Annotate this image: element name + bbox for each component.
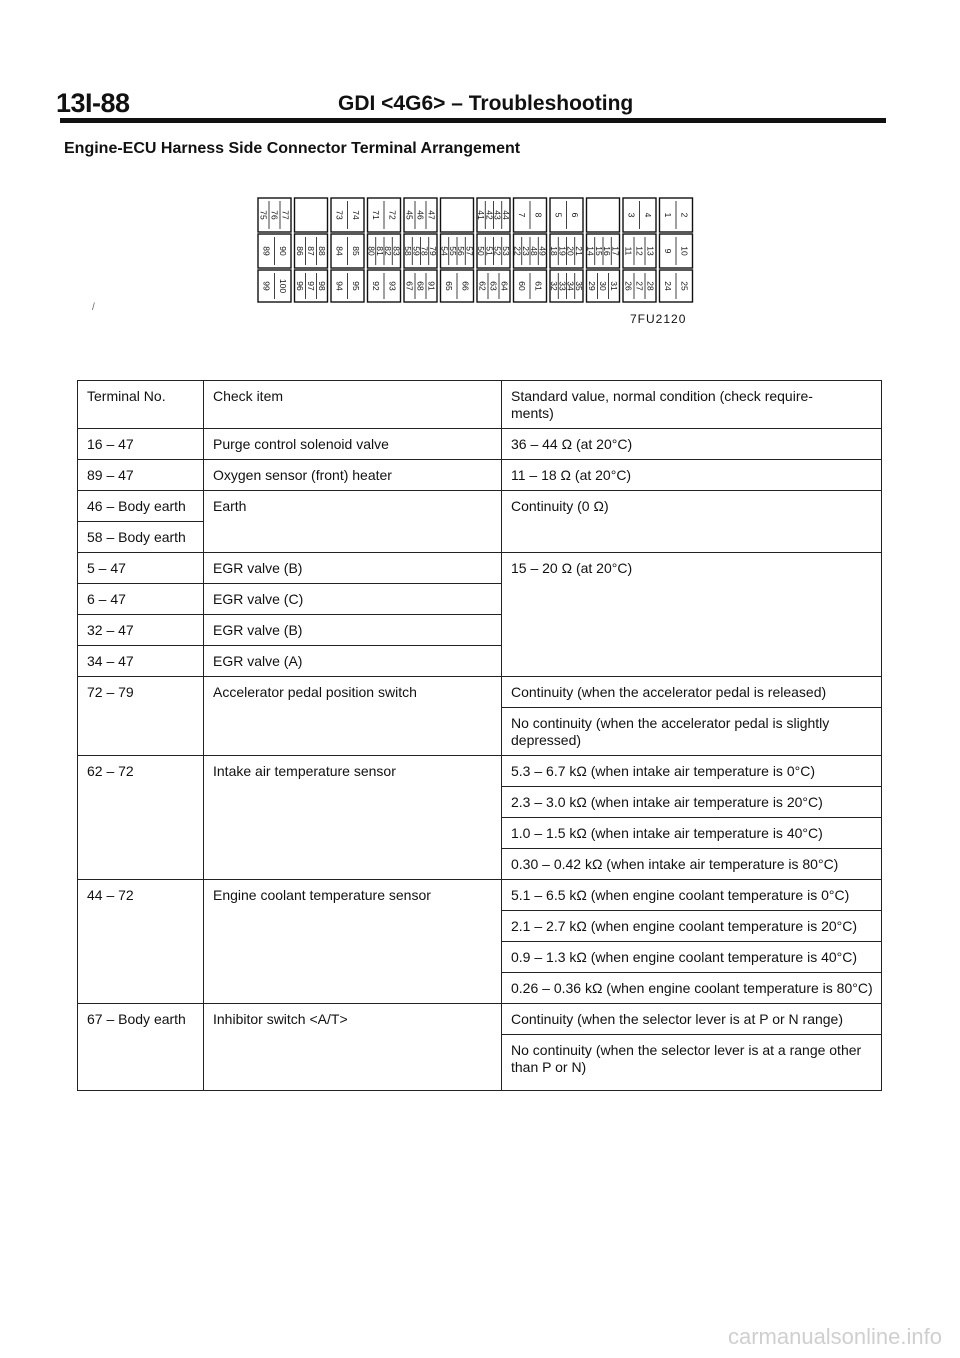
pin-label: 96 [295, 281, 305, 291]
standard-cell: No continuity (when the selector lever is at a range other than P or N) [502, 1035, 882, 1091]
pin-label: 62 [477, 281, 488, 291]
pin-label: 65 [443, 281, 454, 291]
pin-label: 54 [439, 246, 450, 256]
connector-cell [441, 198, 474, 232]
pin-label: 3 [626, 212, 637, 218]
header-standard-value: Standard value, normal condition (check require- ments) [502, 381, 882, 429]
pin-label: 92 [370, 281, 381, 291]
pin-label: 26 [623, 281, 634, 291]
pin-label: 41 [476, 210, 487, 220]
table-row [78, 491, 882, 522]
header-check-item: Check item [204, 381, 502, 429]
check-item-cell: Intake air temperature sensor [204, 756, 502, 880]
pin-label: 90 [277, 246, 288, 256]
pin-label: 4 [642, 212, 653, 218]
check-item-cell: Engine coolant temperature sensor [204, 880, 502, 1004]
pin-label: 28 [645, 281, 656, 291]
pin-label: 47 [426, 210, 437, 220]
table-row [78, 553, 882, 584]
pin-label: 58 [403, 246, 414, 256]
pin-label: 29 [587, 281, 597, 291]
pin-label: 86 [295, 246, 305, 256]
pin-label: 16 [602, 246, 613, 256]
pin-label: 59 [411, 246, 422, 256]
pin-label: 52 [492, 246, 503, 256]
pin-label: 85 [350, 246, 361, 256]
pin-label: 91 [426, 281, 437, 291]
pin-label: 27 [634, 281, 645, 291]
table-row [78, 880, 882, 911]
check-item-cell: EGR valve (A) [204, 646, 502, 677]
pin-label: 11 [623, 246, 634, 256]
header-rule [60, 118, 886, 123]
pin-label: 45 [404, 210, 415, 220]
pin-label: 51 [484, 246, 495, 256]
pin-label: 53 [500, 246, 511, 256]
pin-label: 75 [258, 210, 269, 220]
pin-label: 18 [549, 246, 560, 256]
terminal-cell: 16 – 47 [78, 429, 204, 460]
terminal-cell: 67 – Body earth [78, 1004, 204, 1091]
standard-cell: Continuity (when the accelerator pedal is released) [502, 677, 882, 708]
pin-label: 100 [277, 278, 288, 294]
pin-label: 67 [404, 281, 415, 291]
pin-label: 80 [366, 246, 377, 256]
pin-label: 83 [391, 246, 402, 256]
connector-cell [587, 198, 620, 232]
standard-cell: 15 – 20 Ω (at 20°C) [502, 553, 882, 677]
pin-label: 77 [280, 210, 291, 220]
table-header-row [78, 381, 882, 429]
pin-label: 33 [557, 281, 568, 291]
pin-label: 73 [334, 210, 345, 220]
pin-label: 48 [529, 246, 540, 256]
pin-label: 88 [317, 246, 327, 256]
terminal-cell: 46 – Body earth [78, 491, 204, 522]
pin-label: 79 [427, 246, 438, 256]
pin-label: 97 [306, 281, 316, 291]
pin-label: 25 [679, 281, 690, 291]
check-item-cell: Earth [204, 491, 502, 553]
check-table [77, 380, 882, 1091]
pin-label: 87 [306, 246, 316, 256]
pin-label: 74 [350, 210, 361, 220]
pin-label: 30 [598, 281, 608, 291]
terminal-cell: 72 – 79 [78, 677, 204, 756]
check-item-cell: EGR valve (C) [204, 584, 502, 615]
check-item-cell: Oxygen sensor (front) heater [204, 460, 502, 491]
diagram-code: 7FU2120 [630, 312, 687, 326]
table-row [78, 756, 882, 787]
terminal-cell: 5 – 47 [78, 553, 204, 584]
pin-label: 12 [634, 246, 645, 256]
connector-diagram [256, 196, 696, 304]
pin-label: 10 [679, 246, 690, 256]
pin-label: 50 [476, 246, 487, 256]
table-row [78, 677, 882, 708]
standard-cell: 36 – 44 Ω (at 20°C) [502, 429, 882, 460]
check-item-cell: Accelerator pedal position switch [204, 677, 502, 756]
terminal-cell: 6 – 47 [78, 584, 204, 615]
terminal-cell: 44 – 72 [78, 880, 204, 1004]
standard-cell: 2.1 – 2.7 kΩ (when engine coolant temperature is 20°C) [502, 911, 882, 942]
pin-label: 7 [516, 212, 527, 218]
terminal-cell: 62 – 72 [78, 756, 204, 880]
pin-label: 42 [484, 210, 495, 220]
pin-label: 57 [464, 246, 475, 256]
page-number: 13I-88 [56, 88, 130, 118]
pin-label: 19 [557, 246, 568, 256]
check-item-cell: EGR valve (B) [204, 615, 502, 646]
pin-label: 5 [553, 212, 564, 218]
check-item-cell: Purge control solenoid valve [204, 429, 502, 460]
pin-label: 84 [334, 246, 345, 256]
standard-cell: 1.0 – 1.5 kΩ (when intake air temperature is 40°C) [502, 818, 882, 849]
standard-cell: No continuity (when the accelerator pedal is slightly depressed) [502, 708, 882, 756]
pin-label: 32 [549, 281, 560, 291]
pin-label: 71 [370, 210, 381, 220]
pin-label: 9 [662, 248, 673, 254]
table-row [78, 1004, 882, 1035]
pin-label: 23 [520, 246, 531, 256]
pin-label: 17 [610, 246, 621, 256]
standard-cell: 2.3 – 3.0 kΩ (when intake air temperature is 20°C) [502, 787, 882, 818]
pin-label: 46 [415, 210, 426, 220]
terminal-cell: 89 – 47 [78, 460, 204, 491]
pin-label: 72 [387, 210, 398, 220]
pin-label: 44 [500, 210, 511, 220]
standard-cell: 0.30 – 0.42 kΩ (when intake air temperature is 80°C) [502, 849, 882, 880]
pin-label: 68 [415, 281, 426, 291]
pin-label: 49 [537, 246, 548, 256]
standard-cell: 11 – 18 Ω (at 20°C) [502, 460, 882, 491]
connector-cell [295, 198, 328, 232]
standard-cell: 0.26 – 0.36 kΩ (when engine coolant temperature is 80°C) [502, 973, 882, 1004]
pin-label: 93 [387, 281, 398, 291]
standard-cell: 0.9 – 1.3 kΩ (when engine coolant temperature is 40°C) [502, 942, 882, 973]
pin-label: 8 [533, 212, 544, 218]
table-row [78, 460, 882, 491]
standard-cell: Continuity (when the selector lever is at P or N range) [502, 1004, 882, 1035]
pin-label: 60 [516, 281, 527, 291]
pin-label: 55 [447, 246, 458, 256]
pin-label: 34 [565, 281, 576, 291]
check-item-cell: EGR valve (B) [204, 553, 502, 584]
header-terminal: Terminal No. [78, 381, 204, 429]
pin-label: 31 [609, 281, 619, 291]
terminal-cell: 34 – 47 [78, 646, 204, 677]
pin-label: 13 [645, 246, 656, 256]
pin-label: 81 [374, 246, 385, 256]
scan-mark: / [92, 302, 95, 313]
pin-label: 35 [573, 281, 584, 291]
table-row [78, 429, 882, 460]
pin-label: 95 [350, 281, 361, 291]
pin-label: 6 [569, 212, 580, 218]
pin-label: 14 [585, 246, 596, 256]
page-title: GDI <4G6> – Troubleshooting [338, 92, 634, 115]
pin-label: 76 [269, 210, 280, 220]
pin-label: 89 [261, 246, 272, 256]
terminal-cell: 58 – Body earth [78, 522, 204, 553]
pin-label: 61 [533, 281, 544, 291]
pin-label: 63 [488, 281, 499, 291]
section-subtitle: Engine-ECU Harness Side Connector Terminal Arrangement [64, 140, 521, 157]
pin-label: 82 [383, 246, 394, 256]
pin-label: 20 [565, 246, 576, 256]
pin-label: 24 [662, 281, 673, 291]
pin-label: 78 [419, 246, 430, 256]
standard-cell: 5.3 – 6.7 kΩ (when intake air temperature is 0°C) [502, 756, 882, 787]
pin-label: 2 [679, 212, 690, 218]
pin-label: 66 [460, 281, 471, 291]
pin-label: 1 [662, 212, 673, 218]
pin-label: 22 [512, 246, 523, 256]
pin-label: 15 [593, 246, 604, 256]
standard-cell: Continuity (0 Ω) [502, 491, 882, 553]
pin-label: 99 [261, 281, 272, 291]
terminal-cell: 32 – 47 [78, 615, 204, 646]
pin-label: 98 [317, 281, 327, 291]
pin-label: 94 [334, 281, 345, 291]
watermark: carmanualsonline.info [727, 1324, 942, 1349]
pin-label: 64 [499, 281, 510, 291]
pin-label: 43 [492, 210, 503, 220]
pin-label: 21 [573, 246, 584, 256]
check-item-cell: Inhibitor switch <A/T> [204, 1004, 502, 1091]
connector-terminal-arrangement [256, 196, 696, 304]
pin-label: 56 [456, 246, 467, 256]
standard-cell: 5.1 – 6.5 kΩ (when engine coolant temperature is 0°C) [502, 880, 882, 911]
